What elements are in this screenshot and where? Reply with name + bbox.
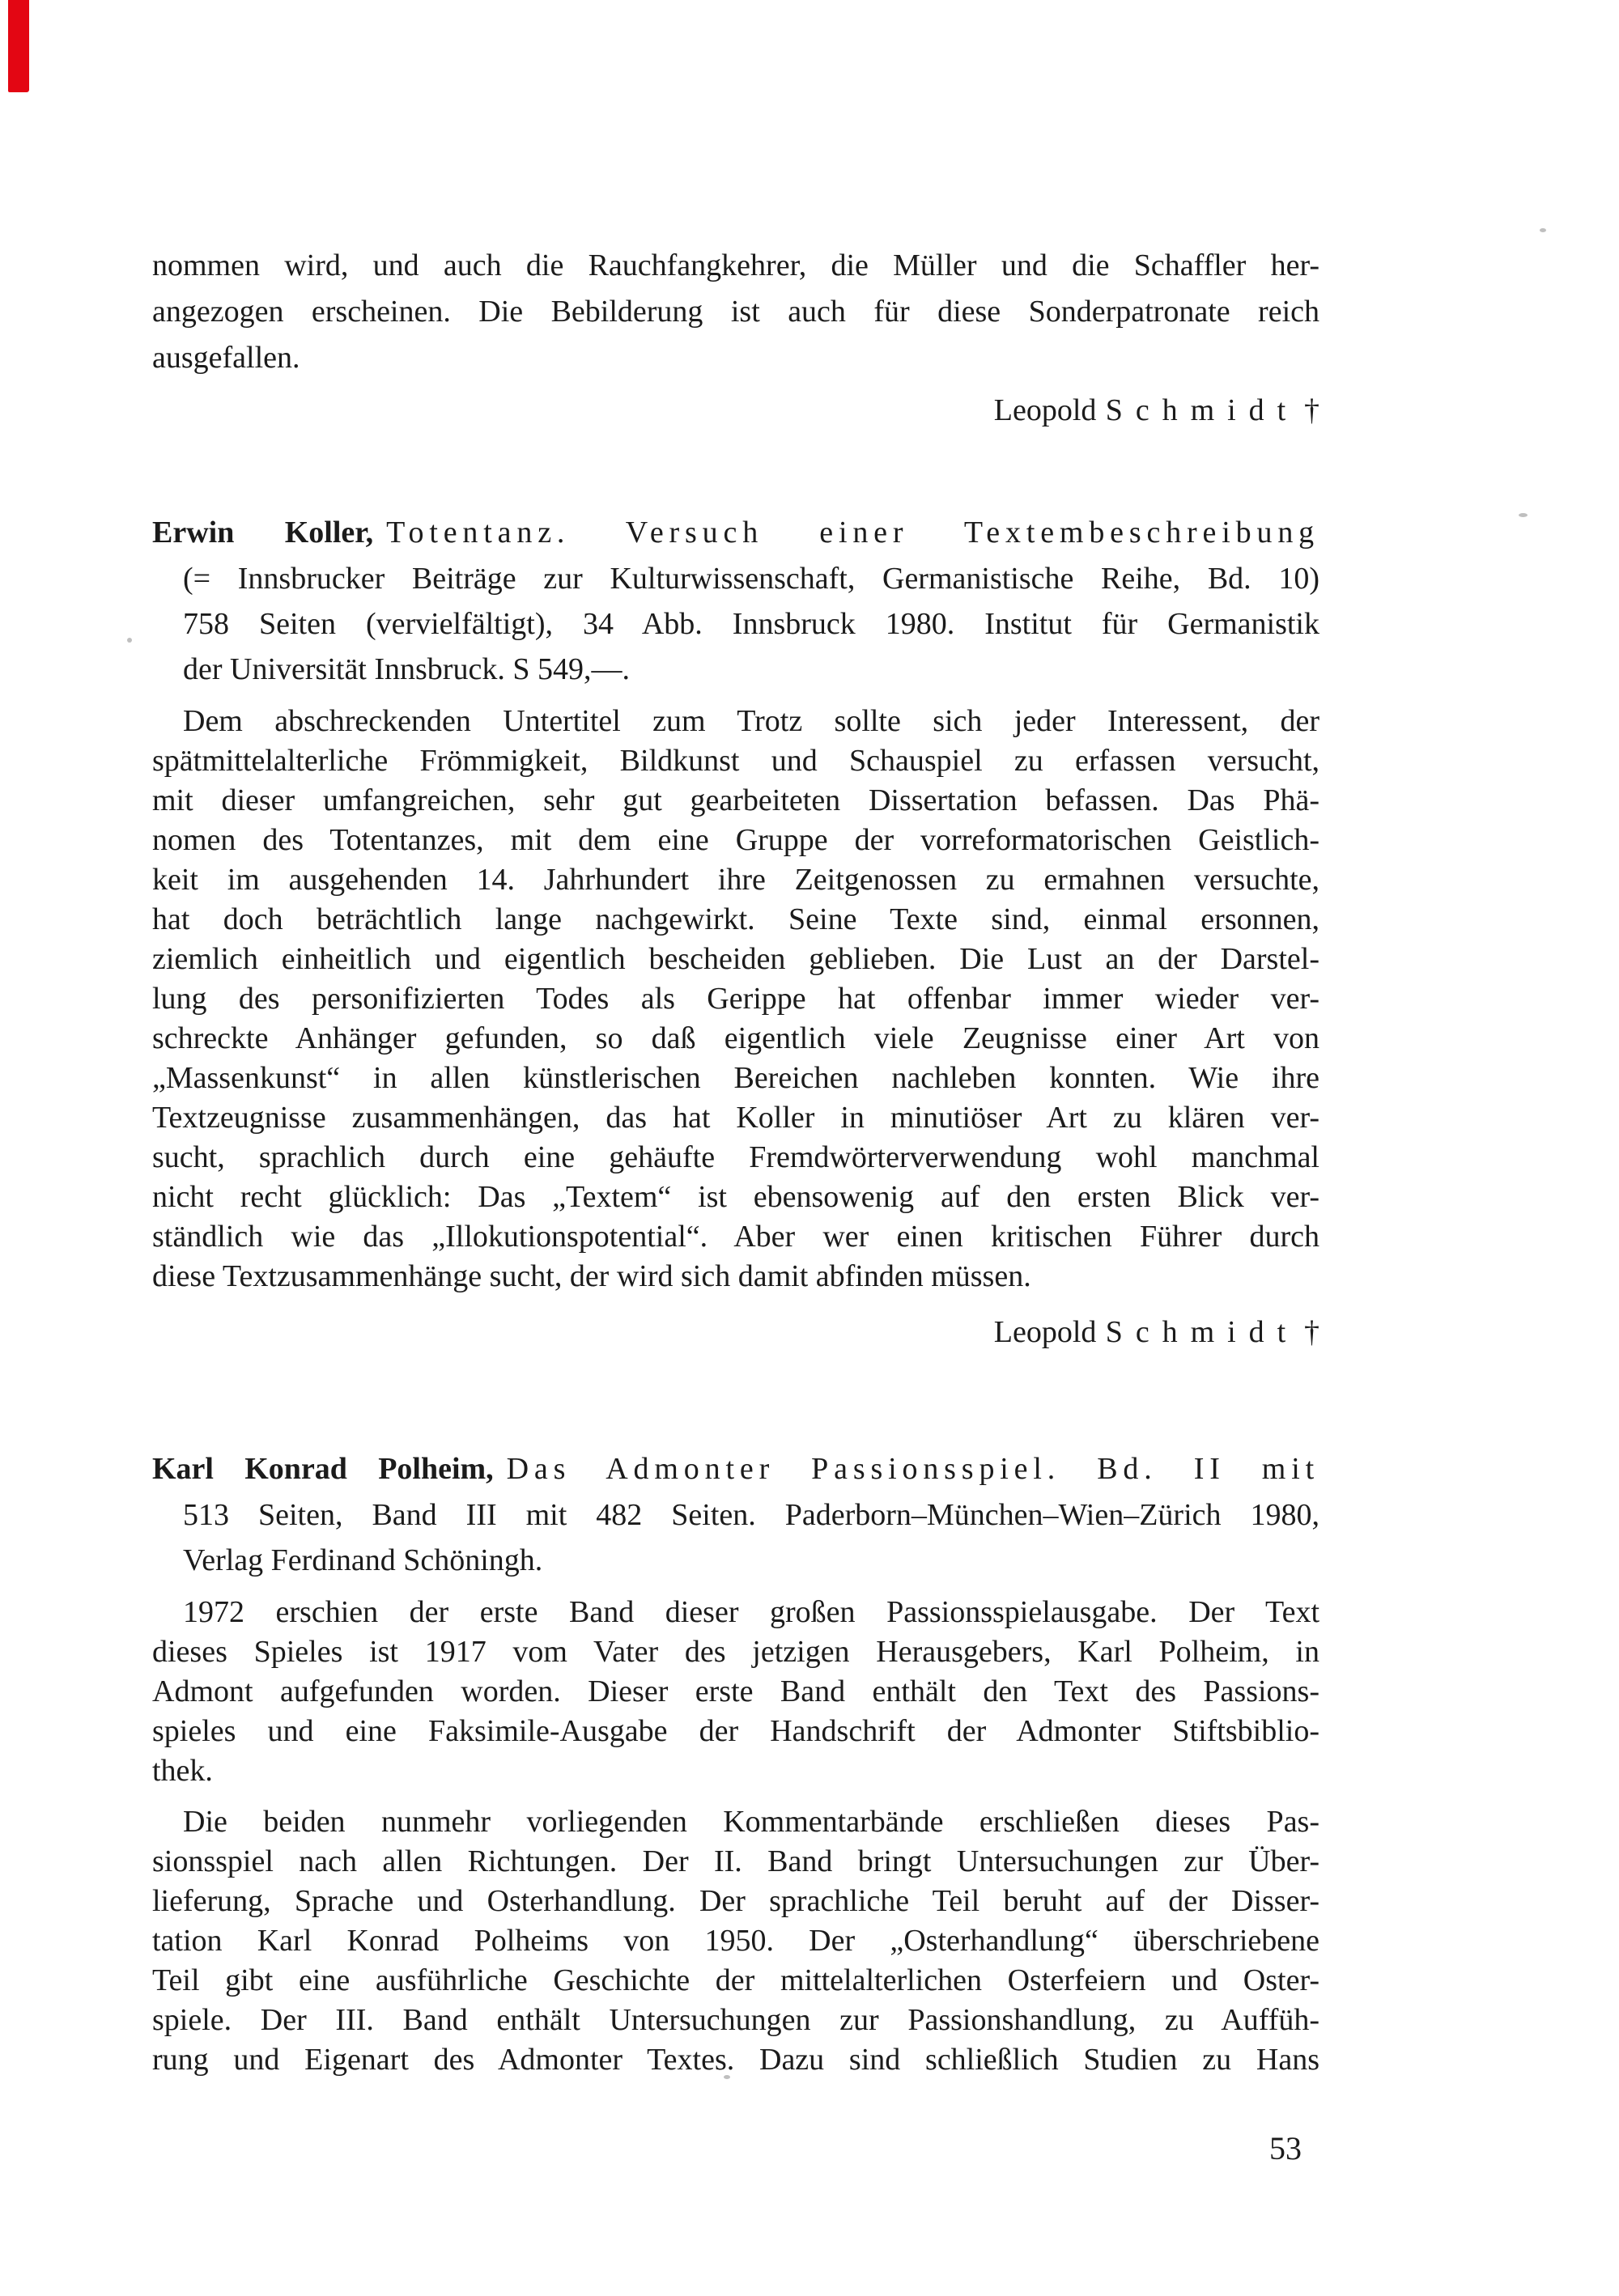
text-line: 513 Seiten, Band III mit 482 Seiten. Paderborn–München–Wien–Zürich 1980, [183,1498,1319,1532]
review-polheim [152,1446,1319,2080]
scan-speck [1540,228,1546,232]
reviewer-signature [152,1309,1319,1356]
dagger-symbol: † [1304,1315,1319,1349]
text-line: sucht, sprachlich durch eine gehäufte Fremdwörterverwendung wohl manchmal [152,1140,1319,1174]
review-koller-bibliography [152,556,1319,692]
text-line: spiele. Der III. Band enthält Untersuchungen zur Passionshandlung, zu Auffüh- [152,2003,1319,2037]
review-polheim-paragraph-2 [152,1802,1319,2080]
text-line: schreckte Anhänger gefunden, so daß eigentlich viele Zeugnisse einer Art von [152,1021,1319,1055]
text-line: Verlag Ferdinand Schöningh. [183,1543,543,1577]
text-line: Teil gibt eine ausführliche Geschichte der mittelalterlichen Osterfeiern und Oster- [152,1963,1319,1997]
page-number: 53 [1269,2130,1302,2167]
review-koller-heading [152,510,1319,692]
reviewer-last-name: Schmidt [1105,393,1299,427]
text-line: ziemlich einheitlich und eigentlich bescheiden geblieben. Die Lust an der Darstel- [152,942,1319,976]
text-line: Die beiden nunmehr vorliegenden Kommentarbände erschließen dieses Pas- [183,1805,1319,1839]
reviewer-signature [152,388,1319,434]
text-line: mit dieser umfangreichen, sehr gut gearbeiteten Dissertation befassen. Das Phä- [152,783,1319,817]
intro-paragraph [152,243,1319,381]
text-line: hat doch beträchtlich lange nachgewirkt. Seine Texte sind, einmal ersonnen, [152,902,1319,936]
dagger-symbol: † [1304,393,1319,427]
text-line: ständlich wie das „Illokutionspotential“. Aber wer einen kritischen Führer durch [152,1220,1319,1254]
review-polheim-paragraph-1 [152,1593,1319,1791]
review-polheim-bibliography [152,1492,1319,1583]
text-line: nicht recht glücklich: Das „Textem“ ist ebensowenig auf den ersten Blick ver- [152,1180,1319,1214]
text-line: spätmittelalterliche Frömmigkeit, Bildkunst und Schauspiel zu erfassen versucht, [152,744,1319,778]
review-polheim-title: Das Admonter Passionsspiel. Bd. II mit [506,1452,1319,1486]
reviewer-first-name: Leopold [993,393,1097,427]
reviewer-last-name: Schmidt [1105,1315,1299,1349]
review-koller-title: Totentanz. Versuch einer Textembeschreibung [386,516,1320,550]
text-line: tation Karl Konrad Polheims von 1950. Der „Osterhandlung“ überschriebene [152,1924,1319,1958]
text-line: Admont aufgefunden worden. Dieser erste Band enthält den Text des Passions- [152,1674,1319,1708]
text-line: nommen wird, und auch die Rauchfangkehrer, die Müller und die Schaffler her- [152,248,1319,282]
review-koller-title-line [152,510,1319,556]
review-koller-body [152,702,1319,1297]
text-line: lung des personifizierten Todes als Gerippe hat offenbar immer wieder ver- [152,982,1319,1016]
text-line: angezogen erscheinen. Die Bebilderung ist auch für diese Sonderpatronate reich [152,295,1319,329]
text-line: dieses Spieles ist 1917 vom Vater des jetzigen Herausgebers, Karl Polheim, in [152,1635,1319,1669]
text-line: der Universität Innsbruck. S 549,—. [183,652,630,686]
text-line: diese Textzusammenhänge sucht, der wird sich damit abfinden müssen. [152,1259,1031,1293]
text-line: rung und Eigenart des Admonter Textes. Dazu sind schließlich Studien zu Hans [152,2043,1319,2077]
text-line: Textzeugnisse zusammenhängen, das hat Koller in minutiöser Art zu klären ver- [152,1101,1319,1135]
text-line: sionsspiel nach allen Richtungen. Der II. Band bringt Untersuchungen zur Über- [152,1844,1319,1878]
scan-speck [127,638,132,643]
review-koller [152,510,1319,1356]
text-line: lieferung, Sprache und Osterhandlung. Der sprachliche Teil beruht auf der Disser- [152,1884,1319,1918]
text-line: 1972 erschien der erste Band dieser großen Passionsspielausgabe. Der Text [183,1595,1319,1629]
review-koller-author: Erwin Koller, [152,516,374,550]
text-line: „Massenkunst“ in allen künstlerischen Bereichen nachleben konnten. Wie ihre [152,1061,1319,1095]
text-line: keit im ausgehenden 14. Jahrhundert ihre Zeitgenossen zu ermahnen versuchte, [152,863,1319,897]
review-polheim-title-line [152,1446,1319,1492]
text-line: spieles und eine Faksimile-Ausgabe der Handschrift der Admonter Stiftsbiblio- [152,1714,1319,1748]
reviewer-first-name: Leopold [993,1315,1097,1349]
text-line: thek. [152,1754,213,1788]
text-line: (= Innsbrucker Beiträge zur Kulturwissenschaft, Germanistische Reihe, Bd. 10) [183,562,1319,596]
text-block [152,243,1319,2167]
scan-speck [1519,513,1528,517]
text-line: nomen des Totentanzes, mit dem eine Gruppe der vorreformatorischen Geistlich- [152,823,1319,857]
text-line: 758 Seiten (vervielfältigt), 34 Abb. Innsbruck 1980. Institut für Germanistik [183,607,1319,641]
scan-artifact-red-strip [8,0,29,92]
review-polheim-heading [152,1446,1319,1583]
text-line: ausgefallen. [152,341,300,375]
text-line: Dem abschreckenden Untertitel zum Trotz sollte sich jeder Interessent, der [183,704,1319,738]
review-polheim-author: Karl Konrad Polheim, [152,1452,494,1486]
